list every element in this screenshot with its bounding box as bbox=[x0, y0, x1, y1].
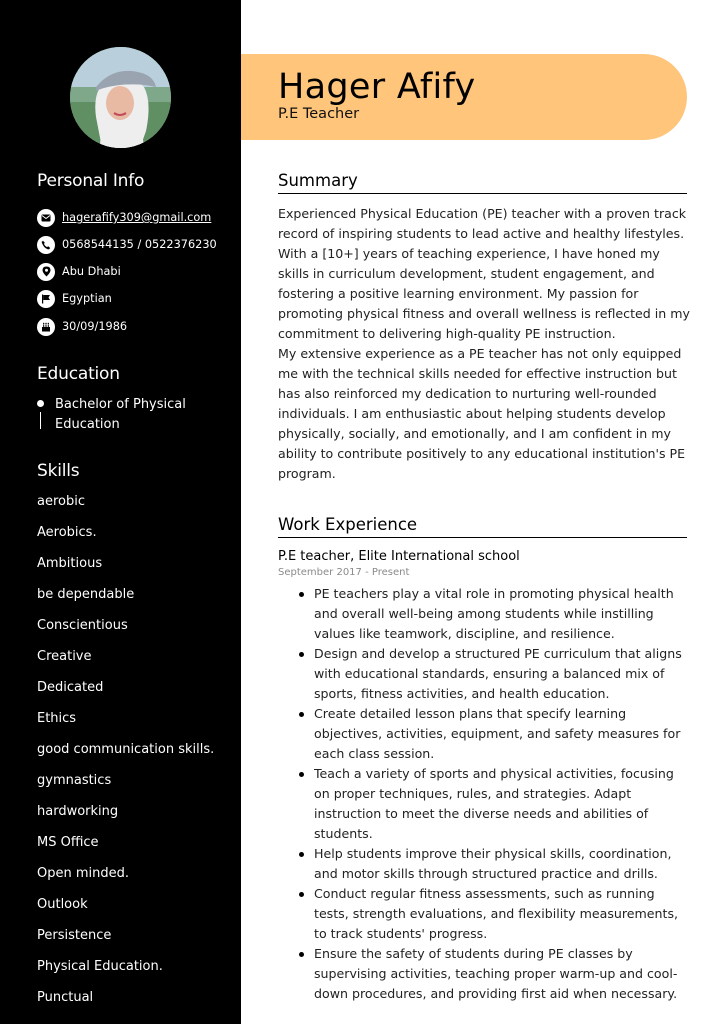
flag-icon bbox=[37, 290, 55, 308]
skill-item: Physical Education. bbox=[37, 959, 163, 974]
email-link[interactable]: hagerafify309@gmail.com bbox=[62, 211, 212, 224]
birthdate-row bbox=[37, 317, 127, 336]
sidebar bbox=[0, 0, 241, 1024]
skill-item: MS Office bbox=[37, 835, 99, 850]
skill-item: Creative bbox=[37, 649, 92, 664]
responsibility-item: Help students improve their physical skills, coordination, and motor skills through structured practice and drills. bbox=[296, 844, 691, 884]
skill-item: Ambitious bbox=[37, 556, 103, 571]
skill-item: aerobic bbox=[37, 494, 85, 509]
profile-photo bbox=[70, 47, 171, 148]
candidate-name: Hager Afify bbox=[278, 67, 476, 107]
job-dates: September 2017 - Present bbox=[278, 567, 410, 578]
email-row[interactable] bbox=[37, 208, 211, 227]
personal-info-heading: Personal Info bbox=[37, 171, 145, 191]
summary-paragraph: Experienced Physical Education (PE) teacher with a proven track record of inspiring students to lead active and healthy lifestyles. With a [10+] years of teaching experience, I have honed my skills in curriculum development, student engagement, and fostering a positive learning environment. My passion for promoting physical fitness and overall wellness is reflected in my commitment to delivering high-quality PE instruction. bbox=[278, 206, 690, 341]
responsibility-item: Ensure the safety of students during PE classes by supervising activities, teaching proper warm-up and cool-down procedures, and providing first aid when necessary. bbox=[296, 944, 691, 1004]
summary-heading: Summary bbox=[278, 170, 687, 194]
job-role: P.E Teacher bbox=[278, 106, 360, 122]
responsibility-item: Conduct regular fitness assessments, such as running tests, strength evaluations, and flexibility measurements, to track students' progress. bbox=[296, 884, 691, 944]
summary-paragraph: My extensive experience as a PE teacher has not only equipped me with the technical skills needed for effective instruction but has also reinforced my dedication to nurturing well-rounded individuals. I am enthusiastic about helping students develop physically, socially, and emotionally, and I am confident in my ability to contribute positively to any educational institution's PE program. bbox=[278, 346, 686, 481]
phone-text: 0568544135 / 0522376230 bbox=[62, 238, 217, 251]
skill-item: Punctual bbox=[37, 990, 94, 1005]
phone-row bbox=[37, 235, 217, 254]
timeline-line bbox=[40, 412, 41, 429]
skill-item: Aerobics. bbox=[37, 525, 97, 540]
education-item bbox=[37, 395, 227, 435]
responsibility-item: PE teachers play a vital role in promoting physical health and overall well-being among students while instilling values like teamwork, discipline, and resilience. bbox=[296, 584, 691, 644]
job-title: P.E teacher, Elite International school bbox=[278, 549, 520, 564]
education-heading: Education bbox=[37, 364, 120, 384]
skill-item: good communication skills. bbox=[37, 742, 215, 757]
skills-heading: Skills bbox=[37, 461, 80, 481]
envelope-icon bbox=[37, 209, 55, 227]
responsibility-item: Teach a variety of sports and physical activities, focusing on proper techniques, rules, and strategies. Adapt instruction to meet the diverse needs and abilities of students. bbox=[296, 764, 691, 844]
skill-item: Ethics bbox=[37, 711, 77, 726]
birthday-cake-icon bbox=[37, 318, 55, 336]
responsibility-item: Create detailed lesson plans that specify learning objectives, activities, equipment, and safety measures for each class session. bbox=[296, 704, 691, 764]
summary-text bbox=[278, 204, 690, 484]
education-degree: Bachelor of Physical Education bbox=[55, 397, 186, 432]
job-responsibilities bbox=[296, 584, 691, 1004]
location-pin-icon bbox=[37, 263, 55, 281]
skill-item: hardworking bbox=[37, 804, 119, 819]
work-experience-heading: Work Experience bbox=[278, 514, 687, 538]
skill-item: Open minded. bbox=[37, 866, 130, 881]
skill-item: Persistence bbox=[37, 928, 112, 943]
birthdate-text: 30/09/1986 bbox=[62, 320, 128, 333]
nationality-text: Egyptian bbox=[62, 292, 112, 305]
skill-item: Dedicated bbox=[37, 680, 104, 695]
phone-icon bbox=[37, 236, 55, 254]
skill-item: gymnastics bbox=[37, 773, 112, 788]
timeline-dot bbox=[37, 400, 44, 407]
skill-item: Outlook bbox=[37, 897, 88, 912]
location-row bbox=[37, 262, 121, 281]
skill-item: Conscientious bbox=[37, 618, 128, 633]
nationality-row bbox=[37, 289, 112, 308]
location-text: Abu Dhabi bbox=[62, 265, 121, 278]
skill-item: be dependable bbox=[37, 587, 135, 602]
responsibility-item: Design and develop a structured PE curriculum that aligns with educational standards, ensuring a balanced mix of sports, fitness activities, and health education. bbox=[296, 644, 691, 704]
